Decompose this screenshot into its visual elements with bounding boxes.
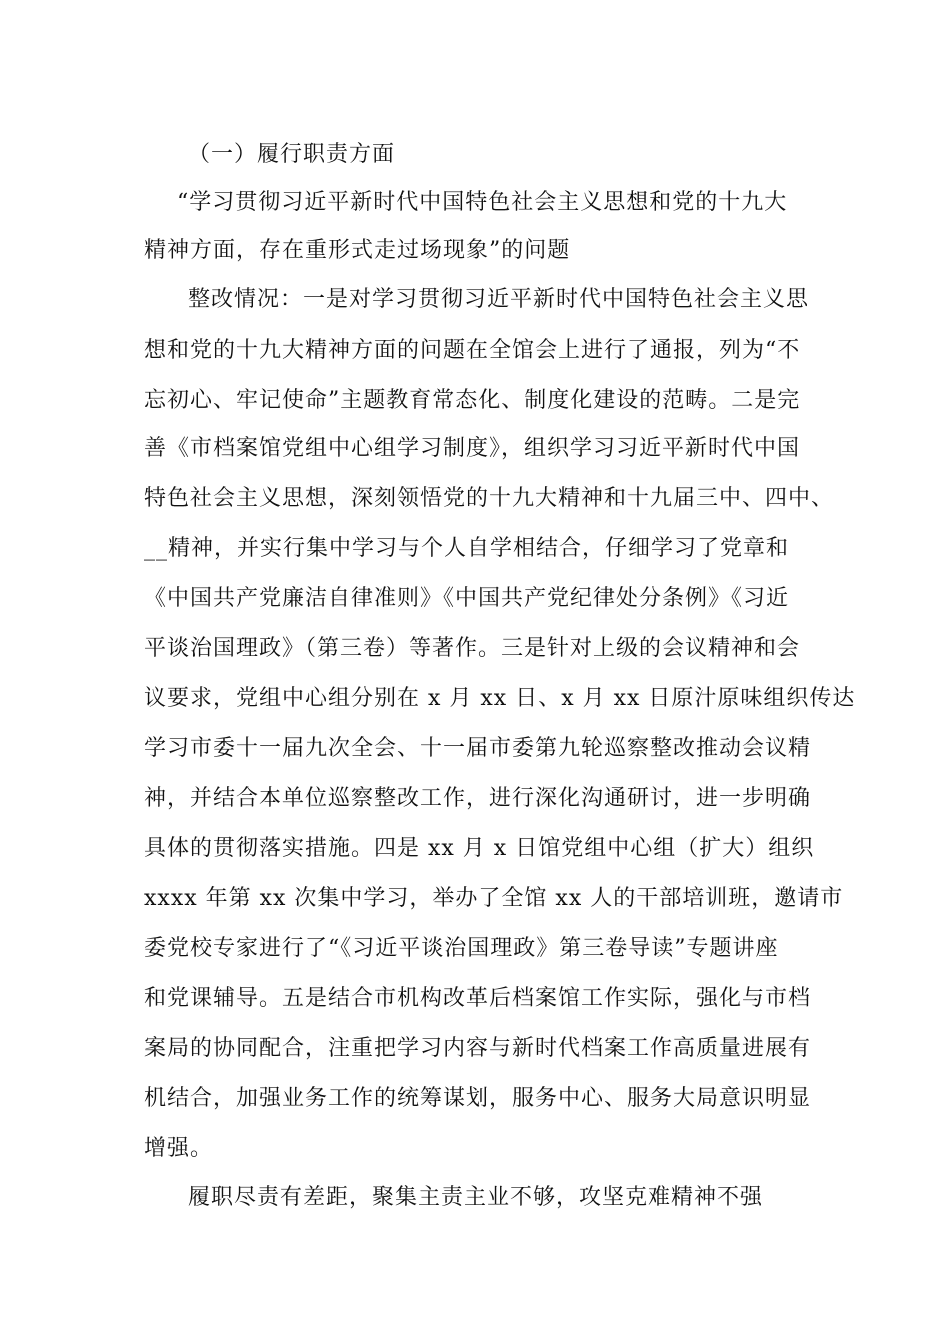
rectification-line: 委党校专家进行了“《习近平谈治国理政》第三卷导读”专题讲座 bbox=[144, 936, 779, 961]
rectification-line: 学习市委十一届九次全会、十一届市委第九轮巡察整改推动会议精 bbox=[144, 736, 812, 761]
rectification-line: 想和党的十九大精神方面的问题在全馆会上进行了通报，列为“不 bbox=[144, 338, 801, 363]
issue-title-line: “学习贯彻习近平新时代中国特色社会主义思想和党的十九大 bbox=[177, 190, 788, 215]
issue-title-line: 精神方面，存在重形式走过场现象”的问题 bbox=[144, 238, 571, 263]
rectification-line: 《中国共产党廉洁自律准则》《中国共产党纪律处分条例》《习近 bbox=[144, 586, 790, 611]
rectification-line: 善《市档案馆党组中心组学习制度》，组织学习习近平新时代中国 bbox=[144, 436, 801, 461]
section-heading: （一）履行职责方面 bbox=[188, 142, 396, 167]
rectification-line: 和党课辅导。五是结合市机构改革后档案馆工作实际，强化与市档 bbox=[144, 986, 812, 1011]
rectification-line: __精神，并实行集中学习与个人自学相结合，仔细学习了党章和 bbox=[144, 536, 790, 561]
rectification-line: 忘初心、牢记使命”主题教育常态化、制度化建设的范畴。二是完 bbox=[144, 388, 801, 413]
rectification-line: 案局的协同配合，注重把学习内容与新时代档案工作高质量进展有 bbox=[144, 1036, 812, 1061]
rectification-line: 特色社会主义思想，深刻领悟党的十九大精神和十九届三中、四中、 bbox=[144, 486, 835, 511]
rectification-line: xxxx 年第 xx 次集中学习，举办了全馆 xx 人的干部培训班，邀请市 bbox=[144, 886, 844, 911]
rectification-line: 议要求，党组中心组分别在 x 月 xx 日、x 月 xx 日原汁原味组织传达 bbox=[144, 686, 856, 711]
rectification-line: 增强。 bbox=[144, 1136, 214, 1161]
rectification-line: 神，并结合本单位巡察整改工作，进行深化沟通研讨，进一步明确 bbox=[144, 786, 812, 811]
rectification-line: 具体的贯彻落实措施。四是 xx 月 x 日馆党组中心组（扩大）组织 bbox=[144, 836, 815, 861]
rectification-line: 平谈治国理政》（第三卷）等著作。三是针对上级的会议精神和会 bbox=[144, 636, 801, 661]
rectification-line: 整改情况：一是对学习贯彻习近平新时代中国特色社会主义思 bbox=[188, 287, 810, 312]
rectification-line: 机结合，加强业务工作的统筹谋划，服务中心、服务大局意识明显 bbox=[144, 1086, 812, 1111]
second-issue-title: 履职尽责有差距，聚集主责主业不够，攻坚克难精神不强 bbox=[188, 1185, 764, 1210]
